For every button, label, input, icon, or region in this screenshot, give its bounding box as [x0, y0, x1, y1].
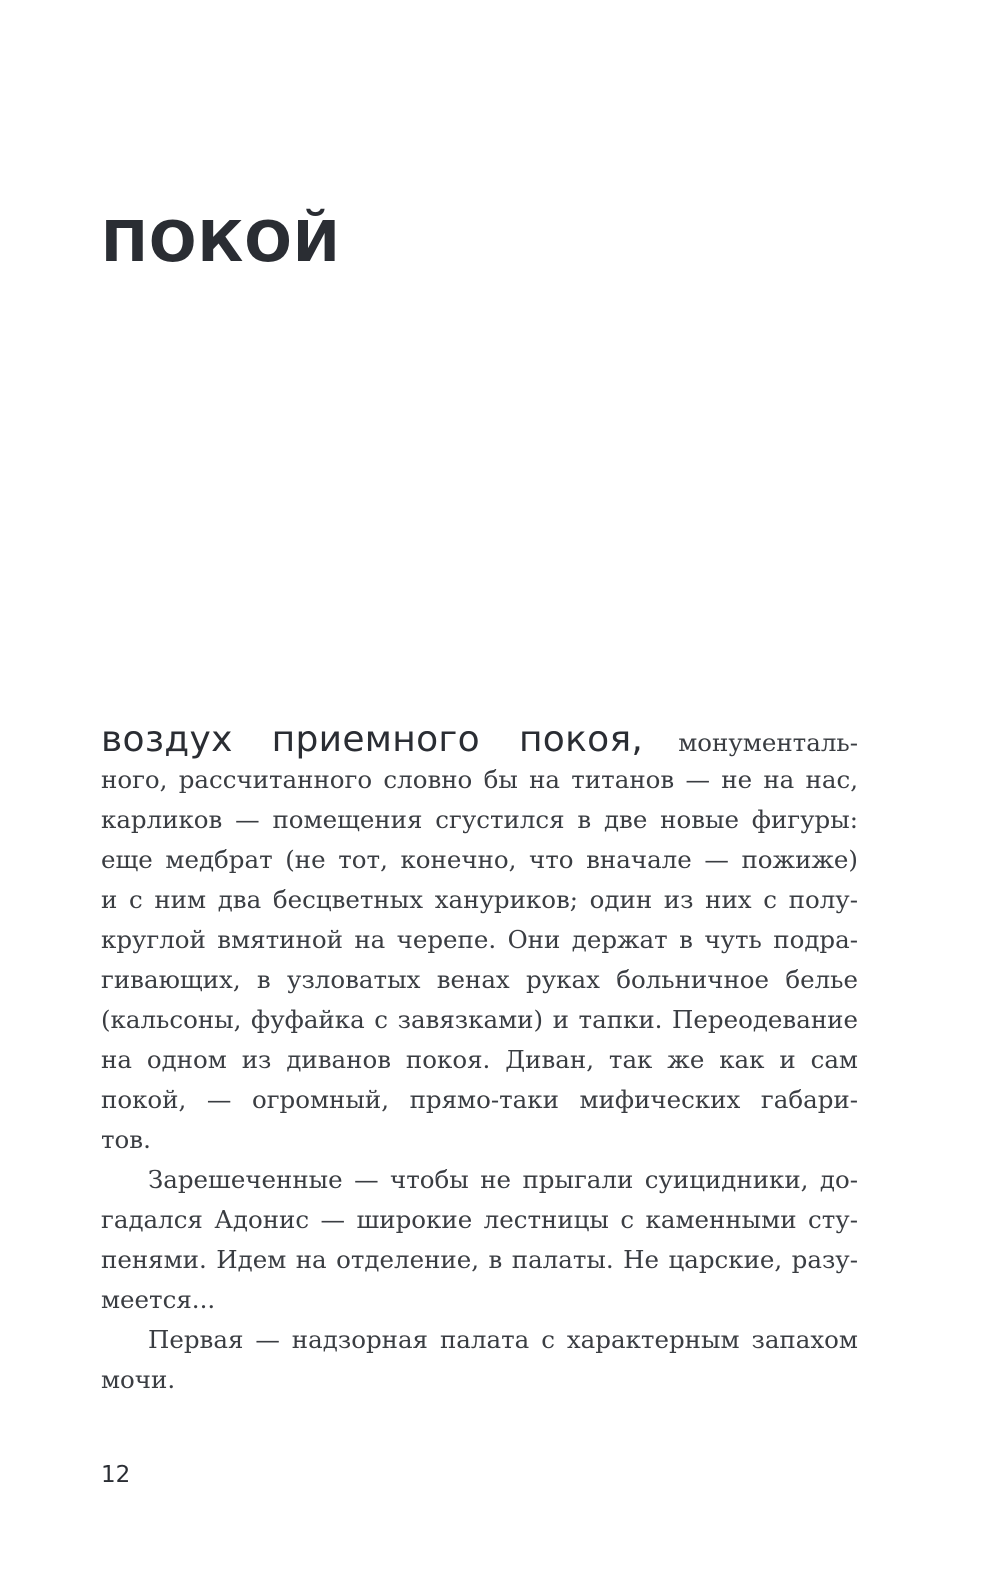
text-line: карликов — помещения сгустился в две новые фигуры: — [101, 805, 858, 834]
body-text — [101, 720, 858, 1400]
text-line: гадался Адонис — широкие лестницы с каменными сту- — [101, 1205, 858, 1234]
text-line: еще медбрат (не тот, конечно, что вначале — пожиже) — [101, 845, 858, 874]
text-line: Зарешеченные — чтобы не прыгали суицидники, до- — [148, 1165, 858, 1194]
text-line: ного, рассчитанного словно бы на титанов — не на нас, — [101, 765, 858, 794]
text-line: (кальсоны, фуфайка с завязками) и тапки. Переодевание — [101, 1005, 858, 1034]
lead-in: воздух приемного покоя, — [101, 719, 644, 760]
text-line: меется... — [101, 1285, 216, 1314]
text-line: пенями. Идем на отделение, в палаты. Не царские, разу- — [101, 1245, 858, 1274]
text-line: тов. — [101, 1125, 151, 1154]
text-line: Первая — надзорная палата с характерным запахом — [148, 1325, 858, 1354]
text-line: круглой вмятиной на черепе. Они держат в чуть подра- — [101, 925, 858, 954]
text-line: покой, — огромный, прямо-таки мифических габари- — [101, 1085, 858, 1114]
text-line — [101, 720, 858, 760]
text-fragment: монументаль- — [643, 728, 858, 757]
text-line: и с ним два бесцветных хануриков; один из них с полу- — [101, 885, 858, 914]
chapter-title: ПОКОЙ — [101, 210, 341, 275]
text-line: мочи. — [101, 1365, 176, 1394]
text-line: гивающих, в узловатых венах руках больничное белье — [101, 965, 858, 994]
page-number: 12 — [101, 1462, 131, 1488]
text-line: на одном из диванов покоя. Диван, так же как и сам — [101, 1045, 858, 1074]
